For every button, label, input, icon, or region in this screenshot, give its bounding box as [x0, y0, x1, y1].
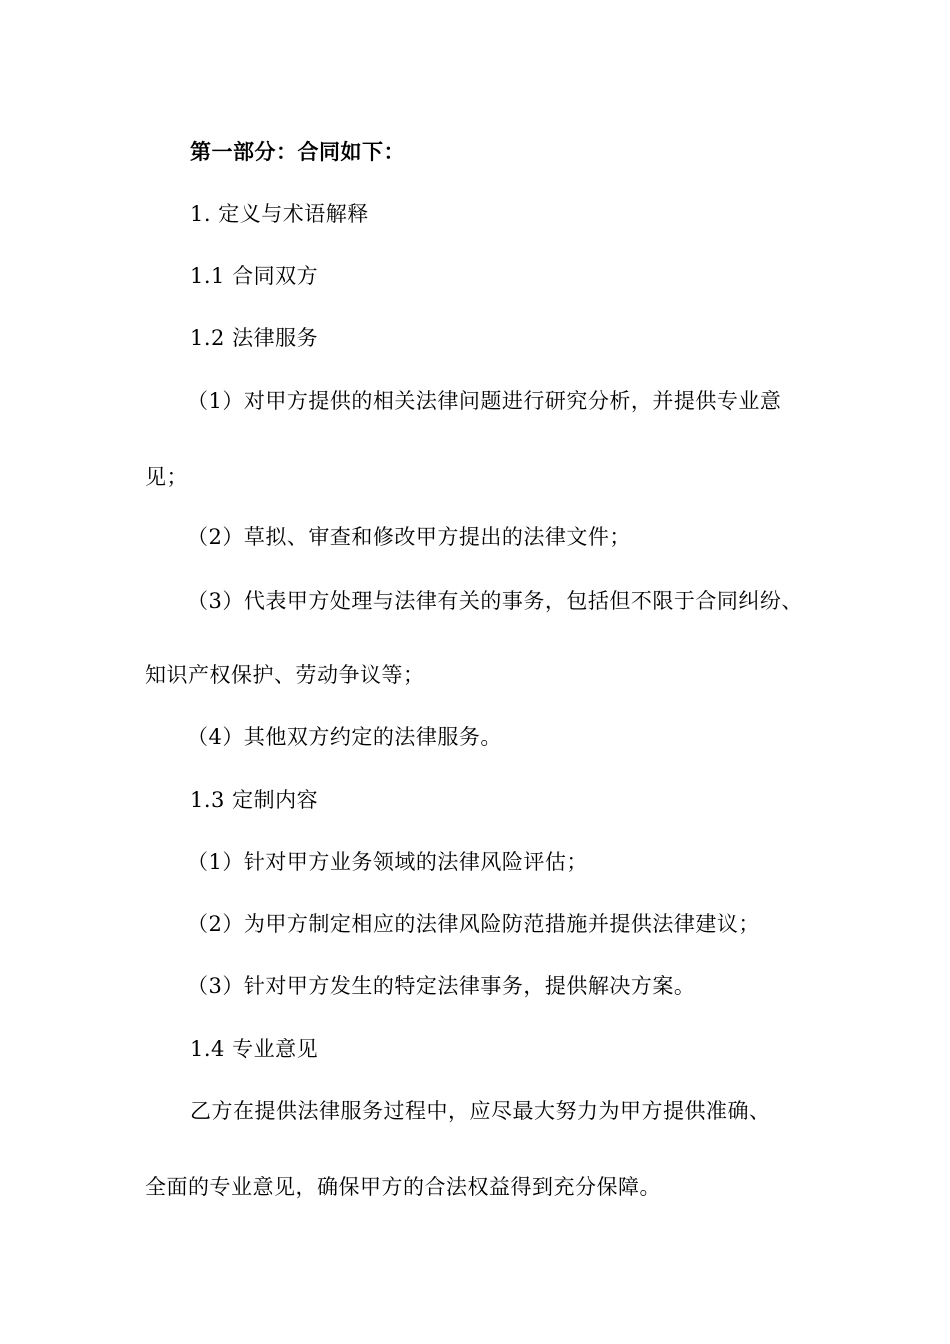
- clause-1-4-body-line-2: 全面的专业意见，确保甲方的合法权益得到充分保障。: [145, 1175, 661, 1199]
- clause-1-title: 1. 定义与术语解释: [190, 202, 369, 226]
- clause-1-2-item-1-line-2: 见；: [145, 465, 188, 489]
- clause-1-3-item-2: （2）为甲方制定相应的法律风险防范措施并提供法律建议；: [187, 912, 760, 936]
- section-heading: 第一部分：合同如下：: [190, 139, 405, 164]
- clause-1-3-item-3: （3）针对甲方发生的特定法律事务，提供解决方案。: [187, 974, 696, 998]
- clause-1-3-item-1: （1）针对甲方业务领域的法律风险评估；: [187, 850, 588, 874]
- clause-1-2-item-3-line-2: 知识产权保护、劳动争议等；: [145, 663, 425, 687]
- clause-1-2-item-1-line-1: （1）对甲方提供的相关法律问题进行研究分析，并提供专业意: [187, 389, 782, 413]
- clause-1-4-body-line-1: 乙方在提供法律服务过程中，应尽最大努力为甲方提供准确、: [190, 1099, 771, 1123]
- clause-1-2-item-4: （4）其他双方约定的法律服务。: [187, 725, 502, 749]
- clause-1-2-title: 1.2 法律服务: [190, 326, 319, 350]
- clause-1-2-item-2: （2）草拟、审查和修改甲方提出的法律文件；: [187, 525, 631, 549]
- clause-1-3-title: 1.3 定制内容: [190, 788, 319, 812]
- clause-1-4-title: 1.4 专业意见: [190, 1037, 319, 1061]
- clause-1-2-item-3-line-1: （3）代表甲方处理与法律有关的事务，包括但不限于合同纠纷、: [187, 589, 803, 613]
- clause-1-1-title: 1.1 合同双方: [190, 264, 319, 288]
